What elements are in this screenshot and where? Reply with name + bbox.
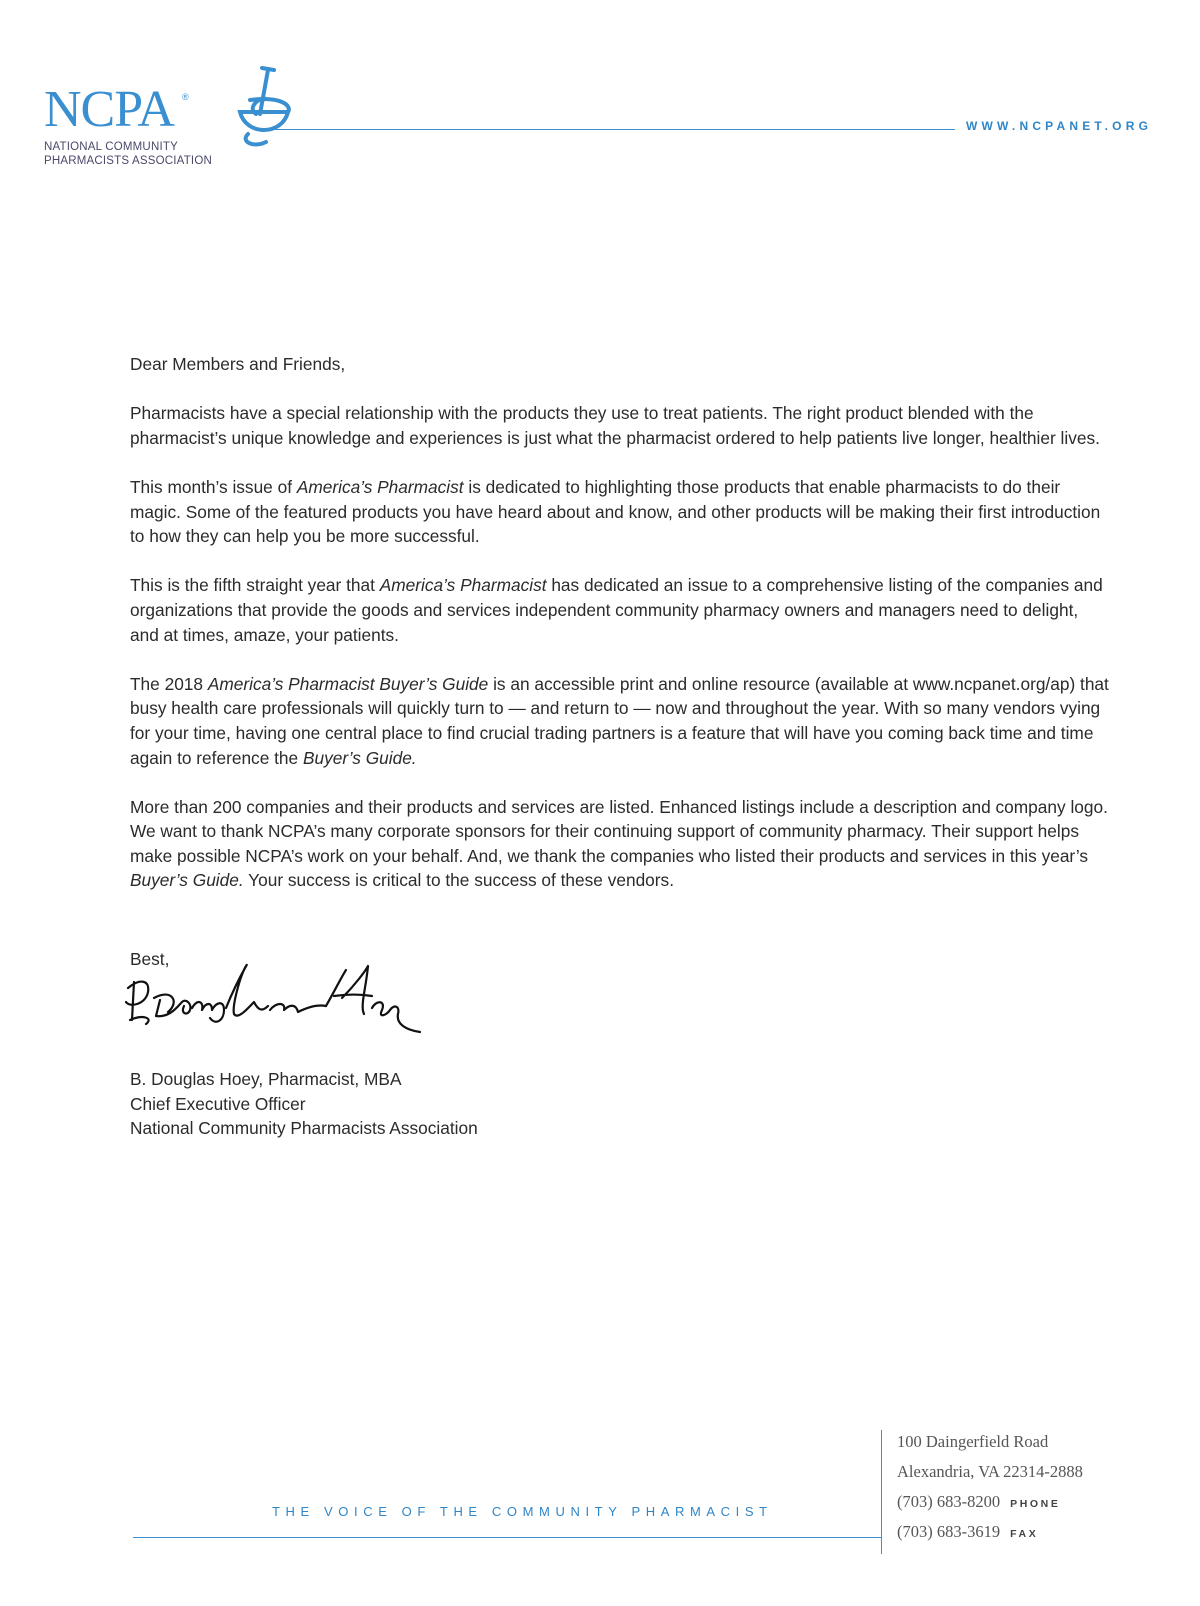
address-street: 100 Daingerfield Road [897,1432,1049,1451]
magazine-title: America’s Pharmacist [296,476,464,497]
handwritten-signature [120,958,430,1038]
paragraph-4: The 2018 America’s Pharmacist Buyer’s Guide is an accessible print and online resource (available at www.ncpanet.org/ap) that busy health care professionals will quickly turn to — and return to — now and throughout the year. With so many vendors vying for your time, having one central place to find crucial trading partners is a feature that will have you coming back time and time again to reference the Buyer’s Guide. [130,673,1109,768]
phone-line [897,1487,1083,1517]
registered-mark: ® [182,92,189,102]
website-url[interactable]: WWW.NCPANET.ORG [966,119,1153,133]
fax-line [897,1517,1083,1547]
signature-block [130,1067,478,1141]
contact-address [897,1427,1083,1547]
paragraph-3: This is the fifth straight year that America’s Pharmacist has dedicated an issue to a comprehensive listing of the companies and organizations that provide the goods and services independent community pharmacy owners and managers need to delight, and at times, amaze, your patients. [130,575,1103,645]
guide-title: Buyer’s Guide. [130,870,244,891]
letter-body [130,352,1110,918]
salutation: Dear Members and Friends, [130,354,346,374]
header-divider [266,129,955,130]
fax-label: FAX [1010,1528,1039,1540]
signer-title: Chief Executive Officer [130,1093,306,1114]
logo-subtitle-line2: PHARMACISTS ASSOCIATION [44,155,212,167]
mortar-pestle-icon [190,62,300,152]
paragraph-2: This month’s issue of America’s Pharmacist is dedicated to highlighting those products that enable pharmacists to do their magic. Some of the featured products you have heard about and know, and other products will be making their first introduction to how they can help you be more successful. [130,476,1101,547]
logo-wordmark: NCPA [44,81,174,138]
phone-label: PHONE [1010,1498,1061,1510]
footer-tagline: THE VOICE OF THE COMMUNITY PHARMACIST [272,1504,773,1519]
guide-title: Buyer’s Guide. [302,747,417,768]
fax-number: (703) 683-3619 [897,1522,1001,1541]
ncpa-logo [44,62,264,172]
footer-vertical-divider [881,1430,882,1554]
footer-divider [133,1537,881,1538]
logo-subtitle-line1: NATIONAL COMMUNITY [44,141,178,153]
address-city: Alexandria, VA 22314-2888 [897,1462,1083,1481]
guide-title: America’s Pharmacist Buyer’s Guide [207,673,489,694]
closing: Best, [130,949,170,969]
paragraph-5: More than 200 companies and their products and services are listed. Enhanced listings include a description and company logo. We want to thank NCPA’s many corporate sponsors for their continuing support of community pharmacy. Their support helps make possible NCPA’s work on your behalf. And, we thank the companies who listed their products and services in this year’s Buyer’s Guide. Your success is critical to the success of these vendors. [130,796,1108,891]
paragraph-1: Pharmacists have a special relationship with the products they use to treat patients. The right product blended with the pharmacist’s unique knowledge and experiences is just what the pharmacist ordered to help patients live longer, healthier lives. [130,403,1100,448]
signer-name: B. Douglas Hoey, Pharmacist, MBA [130,1069,402,1089]
phone-number: (703) 683-8200 [897,1492,1001,1511]
magazine-title: America’s Pharmacist [379,575,547,596]
signer-organization: National Community Pharmacists Association [130,1118,478,1139]
